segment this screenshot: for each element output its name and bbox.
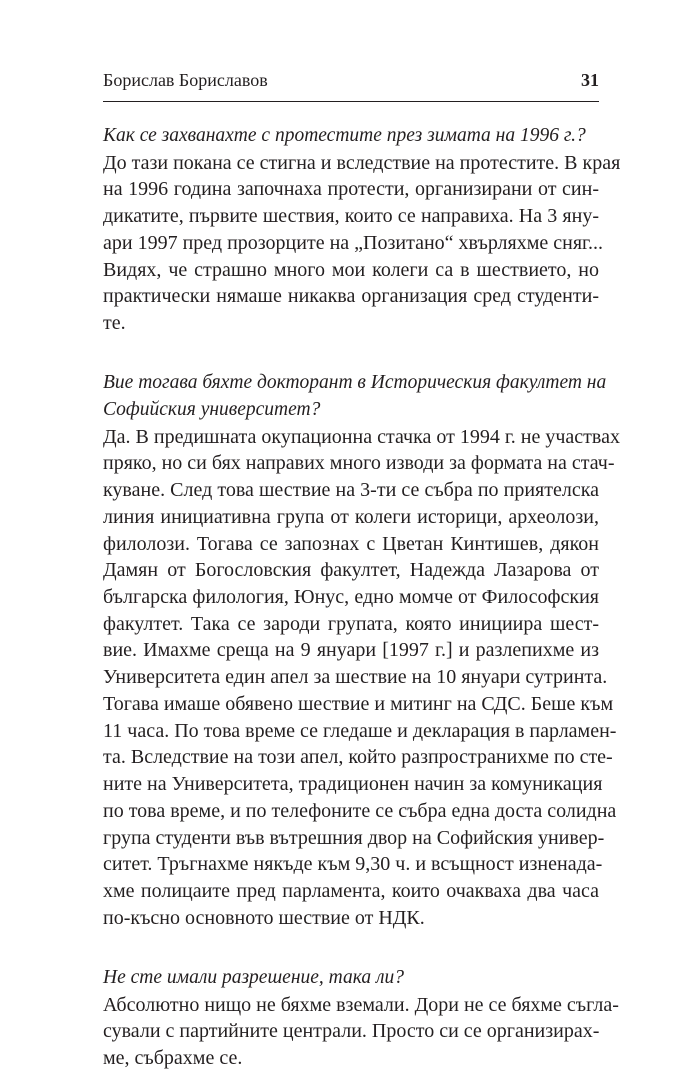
answer-line: пряко, но си бях направих много изводи за формата на стач- — [103, 452, 615, 474]
answer-line: Дамян от Богословския факултет, Надежда Лазарова от — [103, 559, 599, 581]
answer-line: Да. В предишната окупационна стачка от 1994 г. не участвах — [103, 426, 620, 448]
answer-line: Университета един апел за шествие на 10 януари сутринта. — [103, 666, 608, 688]
running-header-author: Борислав Бориславов — [103, 70, 268, 90]
question-line: Вие тогава бяхте докторант в Историческия факултет на — [103, 372, 607, 393]
question-line: Софийския университет? — [103, 399, 321, 420]
page-number: 31 — [581, 70, 599, 90]
answer-line: куване. След това шествие на 3-ти се събра по приятелска — [103, 479, 599, 501]
header-rule — [103, 101, 599, 102]
answer-line: на 1996 година започнаха протести, организирани от син- — [103, 178, 599, 200]
answer-line: група студенти във вътрешния двор на Софийския универ- — [103, 827, 605, 849]
answer-line: линия инициативна група от колеги историци, археолози, — [103, 506, 599, 528]
answer-line: практически нямаше никаква организация сред студенти- — [103, 285, 599, 307]
answer-line: дикатите, първите шествия, които се направиха. На 3 яну- — [103, 205, 599, 227]
running-header — [103, 68, 599, 92]
answer-line: сували с партийните централи. Просто си се организирах- — [103, 1020, 600, 1042]
answer-line: Абсолютно нищо не бяхме вземали. Дори не се бяхме съгла- — [103, 994, 619, 1016]
answer-line: 11 часа. По това време се гледаше и декларация в парламен- — [103, 720, 617, 742]
answer-line: хме полицаите пред парламента, които очакваха два часа — [103, 880, 599, 902]
answer-line: ме, събрахме се. — [103, 1047, 243, 1069]
answer-line: ари 1997 пред прозорците на „Позитано“ хвърляхме сняг... — [103, 232, 603, 254]
answer-line: българска филология, Юнус, едно момче от Философския — [103, 586, 599, 608]
answer-line: по това време, и по телефоните се събра една доста солидна — [103, 800, 617, 822]
answer-line: Видях, че страшно много мои колеги са в шествието, но — [103, 259, 599, 281]
answer-line: филолози. Тогава се запознах с Цветан Кинтишев, дякон — [103, 533, 599, 555]
answer-line: До тази покана се стигна и вследствие на протестите. В края — [103, 152, 621, 174]
answer-line: по-късно основното шествие от НДК. — [103, 907, 425, 929]
question-line: Не сте имали разрешение, така ли? — [103, 967, 405, 988]
answer-line: вие. Имахме среща на 9 януари [1997 г.] и разлепихме из — [103, 639, 599, 661]
answer-line: ните на Университета, традиционен начин за комуникация — [103, 773, 603, 795]
answer-line: ситет. Тръгнахме някъде към 9,30 ч. и всъщност изненада- — [103, 853, 603, 875]
answer-line: та. Вследствие на този апел, който разпространихме по сте- — [103, 746, 613, 768]
question-line: Как се захванахте с протестите през зимата на 1996 г.? — [103, 125, 586, 146]
answer-line: Тогава имаше обявено шествие и митинг на СДС. Беше към — [103, 693, 614, 715]
answer-line: те. — [103, 312, 126, 334]
answer-line: факултет. Така се зароди групата, която инициира шест- — [103, 613, 599, 635]
